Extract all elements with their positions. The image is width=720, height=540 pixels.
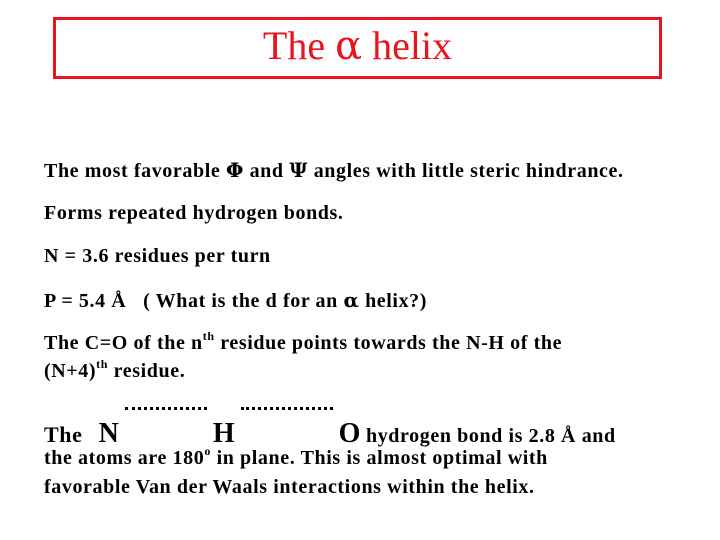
phi-symbol: Φ (225, 158, 244, 182)
title-text-after: helix (362, 23, 453, 68)
line6-text-b: residue. (108, 360, 186, 382)
dotted-bond-nh (125, 407, 207, 422)
atom-n: N (98, 418, 119, 449)
line-van-der-waals: favorable Van der Waals interactions within the helix. (44, 476, 535, 498)
line1-text-a: The most favorable (44, 160, 226, 182)
line-residues-per-turn: N = 3.6 residues per turn (44, 245, 271, 267)
title-box (53, 17, 662, 79)
dotted-bond-ho (241, 407, 333, 422)
line5-text-b: residue points towards the N-H of the (214, 332, 563, 354)
line8-text-a: the atoms are 180 (44, 447, 205, 469)
superscript-degree: o (204, 444, 211, 458)
atom-h: H (212, 418, 235, 449)
line-hydrogen-bonds: Forms repeated hydrogen bonds. (44, 202, 344, 224)
line7-the: The (44, 422, 89, 447)
line-co-nh (44, 330, 562, 356)
slide-title (56, 15, 659, 77)
line-pitch (44, 287, 427, 314)
line5-text-a: The C=O of the n (44, 332, 203, 354)
psi-symbol: Ψ (289, 158, 309, 182)
line6-text-a: (N+4) (44, 360, 97, 382)
line-180-in-plane (44, 445, 548, 471)
line4-text-a: P = 5.4 Å ( What is the d for an (44, 290, 344, 312)
superscript-th: th (202, 329, 215, 343)
line1-text-b: and (243, 160, 290, 182)
alpha-symbol-inline: α (343, 288, 360, 312)
title-text-before: The (262, 23, 336, 68)
line7-rest: hydrogen bond is 2.8 Å and (360, 425, 616, 447)
line4-text-b: helix?) (359, 290, 428, 312)
alpha-symbol: α (335, 23, 363, 69)
line-n-plus-4 (44, 358, 185, 384)
line1-text-c: angles with little steric hindrance. (308, 160, 624, 182)
line-favorable-angles (44, 157, 624, 184)
line8-text-b: in plane. This is almost optimal with (210, 447, 548, 469)
atom-o: O (338, 418, 361, 449)
superscript-th-2: th (96, 357, 109, 371)
